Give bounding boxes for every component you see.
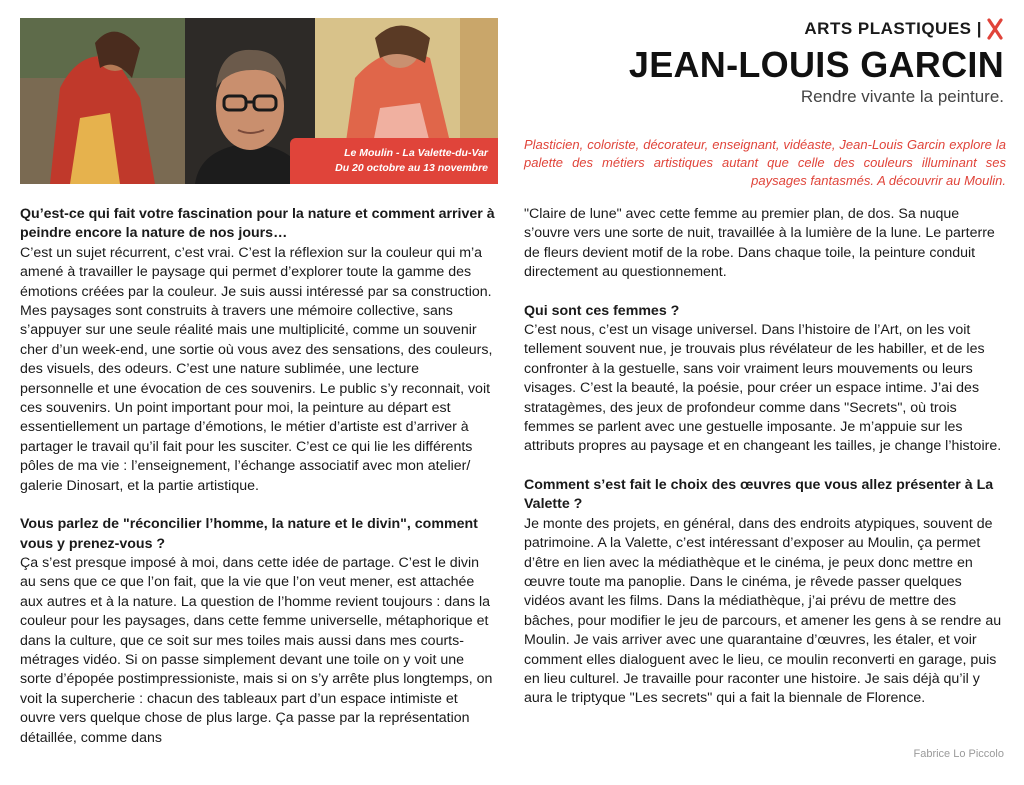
column-right xyxy=(524,205,1004,709)
section-rubric xyxy=(804,18,1004,40)
answer-1: C’est un sujet récurrent, c’est vrai. C’est la réflexion sur la couleur qui m’a amené à travailler le paysage qui permet d’explorer toute la gamme des émotions créées par la couleur. Je suis aussi intéressé par sa construction. Mes paysages sont construits à travers une mémoire collective, sans s’appuyer sur une seule réalité mais une multiplicité, comme un souvenir cher d’un week-end, une sortie où vous avez des sensations, des couleurs, des visuels, des odeurs. C’est une nature sublimée, une lecture personnelle et une évocation de ces souvenirs. Le public s’y reconnait, voit ces souvenirs. Un point important pour moi, la peinture au départ est essentiellement un partage d’émotions, le métier d’artiste est d’arriver à partager le travail qu’il fait pour les susciter. C’est ce qui lie les différents pôles de ma vie : l’enseignement, l’échange associatif avec mon atelier/ galerie Dinosart, et la partie artistique. xyxy=(20,244,493,494)
answer-3: C’est nous, c’est un visage universel. Dans l’histoire de l’Art, on les voit tellement souvent nue, je trouvais plus révélateur de les habiller, et de les confronter à la gestuelle, sans voir vraiment leurs mouvements ou leurs visages. C’est la beauté, la poésie, pour créer un espace intime. J’ai des stratagèmes, des jeux de profondeur comme dans "Secrets", où trois femmes se parlent avec une gestuelle imposante. Je m’appuie sur les attributs propres au paysage et en changeant les tailles, je change l’histoire. xyxy=(524,322,1002,455)
exhibition-venue: Le Moulin - La Valette-du-Var xyxy=(344,147,488,159)
column-left xyxy=(20,205,496,748)
question-1: Qu’est-ce qui fait votre fascination pour la nature et comment arriver à peindre encore la nature de nos jours… xyxy=(20,206,495,242)
question-3: Qui sont ces femmes ? xyxy=(524,302,680,319)
exhibition-badge xyxy=(290,138,498,184)
photo-credit: Fabrice Lo Piccolo xyxy=(913,748,1004,760)
artist-photo xyxy=(20,18,498,184)
article-subtitle: Rendre vivante la peinture. xyxy=(800,87,1004,106)
answer-2-continued: "Claire de lune" avec cette femme au premier plan, de dos. Sa nuque s’ouvre vers une sorte de nuit, travaillée à la lumière de la lune. Le parterre de fleurs devient motif de la robe. Dans chaque toile, la peinture conduit directement au questionnement. xyxy=(524,206,995,281)
question-4: Comment s’est fait le choix des œuvres que vous allez présenter à La Valette ? xyxy=(524,476,994,513)
question-2: Vous parlez de "réconcilier l’homme, la nature et le divin", comment vous y prenez-vous ? xyxy=(20,516,478,552)
rubric-label: ARTS PLASTIQUES | xyxy=(804,19,982,38)
article-lead: Plasticien, coloriste, décorateur, enseignant, vidéaste, Jean-Louis Garcin explore la palette des métiers artistiques autant que celle des couleurs illuminant ses paysages fantasmés. A découvrir au Moulin. xyxy=(524,137,1006,188)
exhibition-dates: Du 20 octobre au 13 novembre xyxy=(335,162,488,174)
article-title: JEAN-LOUIS GARCIN xyxy=(628,44,1004,85)
answer-4: Je monte des projets, en général, dans des endroits atypiques, souvent de patrimoine. A la Valette, c’est intéressant d’exposer au Moulin, ça permet d’être en lien avec la médiathèque et le cinéma, je peux donc mettre en œuvre toute ma panoplie. Dans le cinéma, je rêvede passer quelques vidéos avant les films. Dans la médiathèque, j’ai prévu de mettre des bâches, pour modifier le jeu de parcours, et amener les gens à se rendre au Moulin. Je vais arriver avec une quarantaine d’œuvres, les étaler, et voir comment elles dialoguent avec le lieu, ce moulin reconverti en garage, puis en lieu culturel. Je travaille pour raconter une histoire. Je sais déjà qu’il y aura le triptyque "Les secrets" qui a fait la biennale de Florence. xyxy=(524,515,1002,707)
answer-2: Ça s’est presque imposé à moi, dans cette idée de partage. C’est le divin au sens que ce que l’on fait, que la vie que l’on veut mener, est attachée aux autres et à la nature. La question de l’homme revient toujours : dans la couleur pour les paysages, dans cette femme universelle, métaphorique et dans la culture, que ce soit sur mes toiles mais aussi dans mes courts-métrages vidéo. Si on passe simplement devant une toile on y voit une sorte d’épopée postimpressioniste, mais si on s’y arrête plus longtemps, on voit la supercherie : chacun des tableaux part d’un espace intimiste et ouvre vers quelque chose de plus large. Ça passe par la représentation détaillée, comme dans xyxy=(20,554,493,746)
brush-cross-icon xyxy=(986,18,1004,40)
